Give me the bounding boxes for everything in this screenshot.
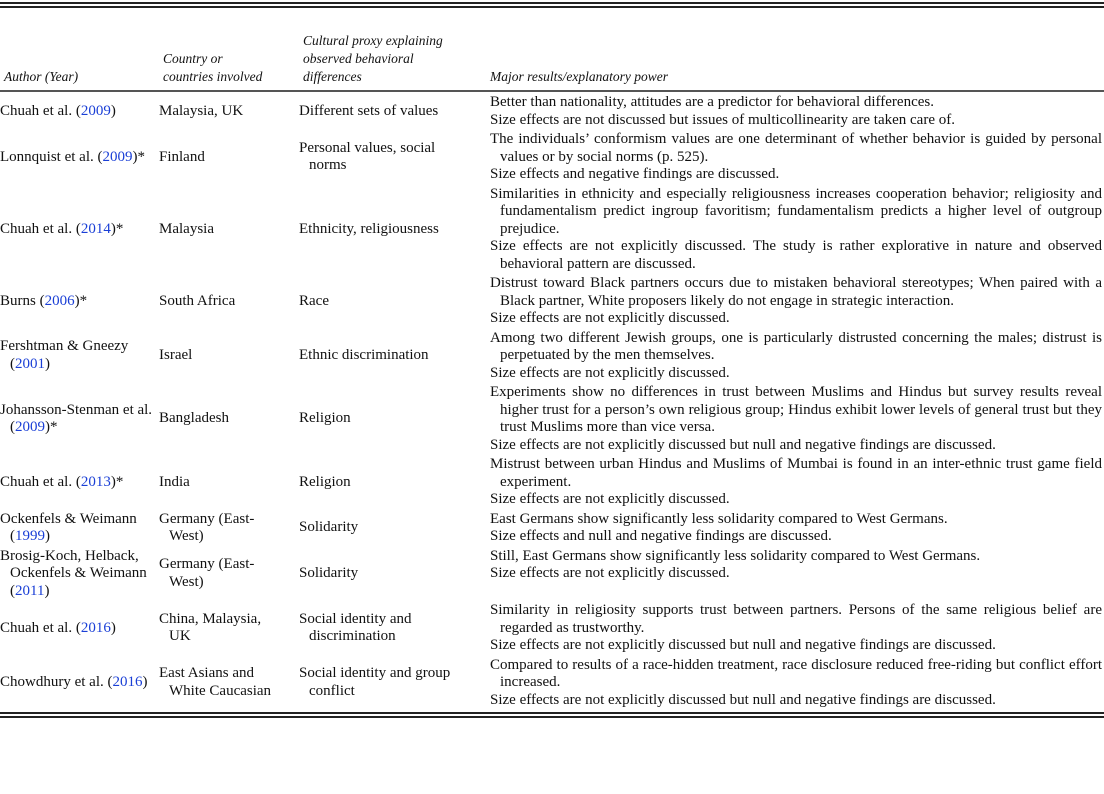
- result-paragraph: Size effects are not explicitly discussed. The study is rather explorative in nature and observed behavioral pattern are discussed.: [490, 238, 1102, 272]
- proxy-cell: Solidarity: [299, 519, 359, 536]
- author-cell: Chuah et al. (2014)*: [0, 220, 124, 237]
- country-cell: Germany (East-West): [159, 556, 255, 590]
- table-row: [0, 91, 1104, 129]
- header-proxy: Cultural proxy explaining observed behavioral differences: [303, 33, 443, 84]
- table-row: [0, 382, 1104, 454]
- author-name: Johansson-Stenman et al.: [0, 401, 153, 418]
- proxy-cell: Personal values, social norms: [299, 139, 436, 174]
- asterisk: *: [115, 220, 124, 237]
- year-link[interactable]: 2006: [44, 292, 75, 309]
- header-results: Major results/explanatory power: [490, 69, 668, 84]
- result-paragraph: Size effects are not explicitly discussed.: [490, 491, 730, 507]
- result-paragraph: Experiments show no differences in trust between Muslims and Hindus but survey results reveal higher trust for a person’s own religious group; Hindus exhibit lower levels of general trust but they trust Muslims more than vice versa.: [490, 384, 1102, 435]
- result-paragraph: Size effects and negative findings are discussed.: [490, 166, 780, 182]
- results-cell: [486, 382, 1104, 454]
- author-cell: Chuah et al. (2009): [0, 102, 116, 119]
- table-row: [0, 184, 1104, 274]
- result-paragraph: Better than nationality, attitudes are a predictor for behavioral differences.: [490, 94, 934, 110]
- table-row: [0, 655, 1104, 710]
- author-name: Fershtman & Gneezy: [0, 338, 129, 355]
- author-cell: Lonnquist et al. (2009)*: [0, 148, 145, 165]
- result-paragraph: Size effects are not explicitly discussed but null and negative findings are discussed.: [490, 637, 996, 653]
- country-cell: Malaysia: [159, 220, 214, 237]
- results-table: [0, 8, 1104, 709]
- results-cell: [486, 655, 1104, 710]
- author-cell: Chowdhury et al. (2016): [0, 674, 148, 690]
- proxy-cell: Religion: [299, 473, 351, 490]
- author-name: Chuah et al.: [0, 473, 73, 490]
- country-cell: Bangladesh: [159, 410, 229, 427]
- table-row: [0, 129, 1104, 184]
- year-link[interactable]: 2014: [80, 220, 111, 237]
- bottom-rule: [0, 712, 1104, 718]
- author-name: Burns: [0, 292, 36, 309]
- author-cell: Fershtman & Gneezy (2001): [0, 338, 129, 372]
- author-cell: Chuah et al. (2013)*: [0, 473, 124, 490]
- country-cell: Finland: [159, 148, 205, 165]
- year-link[interactable]: 2016: [80, 619, 111, 636]
- year-link[interactable]: 2009: [80, 102, 111, 119]
- country-cell: India: [159, 473, 190, 490]
- year-link[interactable]: 2009: [15, 419, 45, 435]
- header-country: Country or countries involved: [163, 51, 263, 84]
- table-row: [0, 273, 1104, 328]
- results-cell: [486, 454, 1104, 509]
- results-cell: [486, 273, 1104, 328]
- proxy-cell: Ethnicity, religiousness: [299, 220, 439, 237]
- country-cell: Malaysia, UK: [159, 102, 244, 119]
- result-paragraph: Size effects are not explicitly discussed but null and negative findings are discussed.: [490, 691, 996, 708]
- year-link[interactable]: 2016: [112, 674, 143, 690]
- results-cell: [486, 546, 1104, 601]
- proxy-cell: Different sets of values: [299, 102, 439, 119]
- result-paragraph: Distrust toward Black partners occurs due to mistaken behavioral stereotypes; When paired with a Black partner, White proposers likely do not engage in strategic interaction.: [490, 275, 1102, 309]
- author-name: Chuah et al.: [0, 220, 73, 237]
- result-paragraph: Size effects are not discussed but issues of multicollinearity are taken care of.: [490, 111, 955, 128]
- country-cell: East Asians and White Caucasian: [159, 665, 272, 699]
- author-name: Brosig-Koch, Helback, Ockenfels & Weimann: [0, 547, 147, 581]
- result-paragraph: Size effects are not explicitly discussed but null and negative findings are discussed.: [490, 436, 996, 453]
- proxy-cell: Social identity and discrimination: [299, 610, 412, 645]
- results-cell: [486, 509, 1104, 546]
- result-paragraph: Still, East Germans show significantly less solidarity compared to West Germans.: [490, 547, 981, 564]
- author-cell: Brosig-Koch, Helback, Ockenfels & Weimann (2011): [0, 547, 147, 599]
- author-name: Chuah et al.: [0, 102, 73, 119]
- proxy-cell: Religion: [299, 410, 351, 427]
- author-cell: Burns (2006)*: [0, 292, 88, 309]
- result-paragraph: Size effects are not explicitly discussed.: [490, 310, 730, 326]
- author-name: Lonnquist et al.: [0, 148, 94, 165]
- proxy-cell: Ethnic discrimination: [299, 347, 429, 363]
- table-row: [0, 509, 1104, 546]
- header-author: Author (Year): [4, 69, 79, 84]
- asterisk: *: [137, 148, 145, 165]
- table-row: [0, 328, 1104, 383]
- table-row: [0, 454, 1104, 509]
- asterisk: *: [79, 292, 88, 309]
- proxy-cell: Solidarity: [299, 565, 359, 581]
- country-cell: Germany (East-West): [159, 510, 255, 544]
- result-paragraph: Size effects are not explicitly discussed.: [490, 364, 730, 381]
- result-paragraph: Size effects and null and negative findings are discussed.: [490, 528, 832, 544]
- country-cell: South Africa: [159, 292, 236, 309]
- proxy-cell: Race: [299, 292, 329, 309]
- author-cell: Johansson-Stenman et al. (2009)*: [0, 401, 153, 435]
- result-paragraph: Similarities in ethnicity and especially religiousness increases cooperation behavior; religiosity and fundamentalism predict ingroup favoritism; fundamentalism predicts a higher level of outgroup prejudice.: [490, 185, 1102, 237]
- table-row: [0, 600, 1104, 655]
- result-paragraph: Mistrust between urban Hindus and Muslims of Mumbai is found in an inter-ethnic trust game field experiment.: [490, 456, 1102, 490]
- table-row: [0, 546, 1104, 601]
- year-link[interactable]: 2011: [15, 582, 45, 599]
- author-cell: Chuah et al. (2016): [0, 619, 116, 636]
- country-cell: China, Malaysia, UK: [159, 610, 262, 645]
- results-cell: [486, 600, 1104, 655]
- header-row: [0, 8, 1104, 91]
- results-cell: [486, 91, 1104, 129]
- result-paragraph: Among two different Jewish groups, one is particularly distrusted concerning the males; distrust is perpetuated by the men themselves.: [490, 329, 1102, 363]
- year-link[interactable]: 2001: [15, 355, 45, 372]
- result-paragraph: East Germans show significantly less solidarity compared to West Germans.: [490, 510, 948, 527]
- year-link[interactable]: 2009: [102, 148, 133, 165]
- country-cell: Israel: [159, 347, 193, 363]
- asterisk: *: [50, 419, 58, 435]
- proxy-cell: Social identity and group conflict: [299, 665, 451, 699]
- results-cell: [486, 129, 1104, 184]
- result-paragraph: The individuals’ conformism values are one determinant of whether behavior is guided by personal values or by social norms (p. 525).: [490, 131, 1102, 165]
- author-cell: Ockenfels & Weimann (1999): [0, 510, 137, 544]
- result-paragraph: Similarity in religiosity supports trust between partners. Persons of the same religious belief are regarded as trustworthy.: [490, 602, 1102, 636]
- results-cell: [486, 184, 1104, 274]
- author-name: Chowdhury et al.: [0, 674, 104, 690]
- result-paragraph: Compared to results of a race-hidden treatment, race disclosure reduced free-riding but conflict effort increased.: [490, 656, 1102, 690]
- year-link[interactable]: 2013: [80, 473, 111, 490]
- results-cell: [486, 328, 1104, 383]
- result-paragraph: Size effects are not explicitly discussed.: [490, 565, 730, 581]
- year-link[interactable]: 1999: [15, 528, 45, 544]
- author-name: Chuah et al.: [0, 619, 73, 636]
- asterisk: *: [115, 473, 124, 490]
- author-name: Ockenfels & Weimann: [0, 510, 137, 527]
